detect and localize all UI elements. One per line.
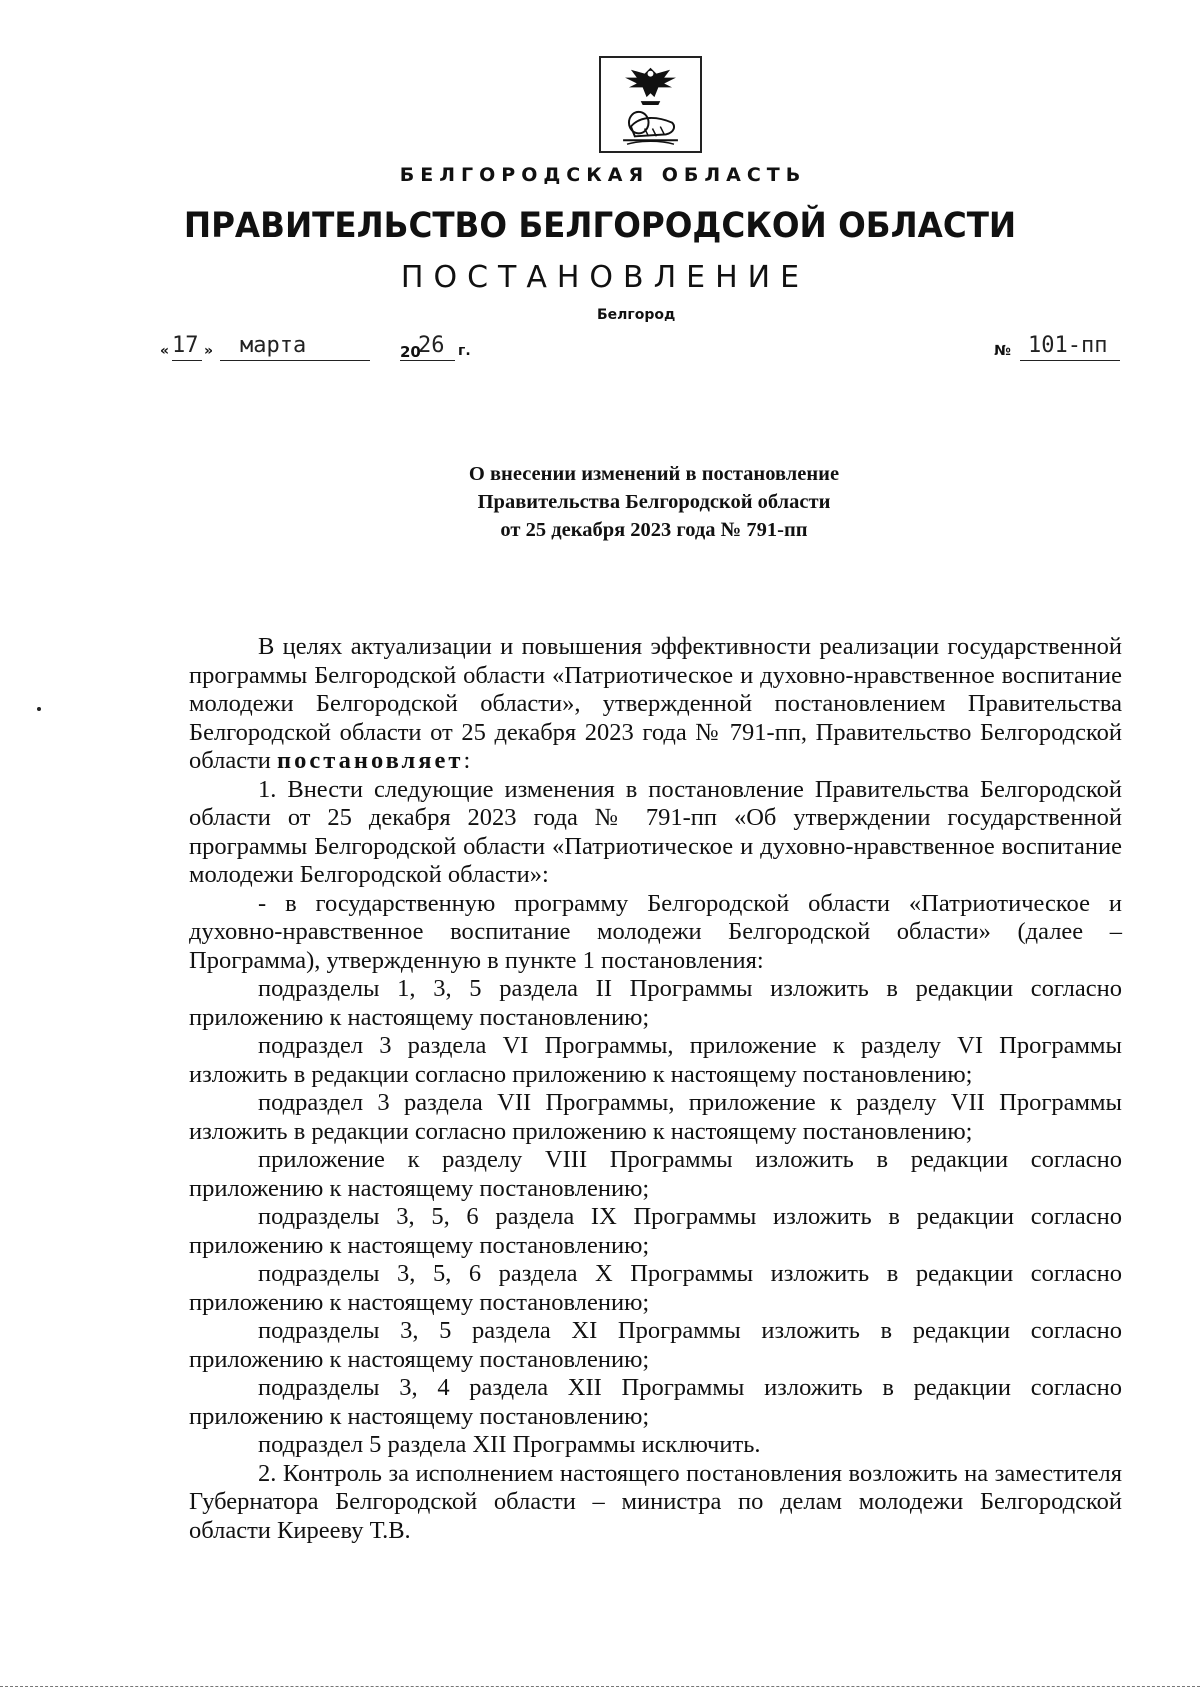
coat-of-arms-emblem: [599, 56, 702, 153]
subitem-paragraph: подразделы 3, 4 раздела XII Программы изложить в редакции согласно приложению к настоящему постановлению;: [189, 1374, 1122, 1430]
document-number: 101-пп: [1028, 333, 1108, 358]
item-2-paragraph: 2. Контроль за исполнением настоящего постановления возложить на заместителя Губернатора Белгородской области – министра по делам молодежи Белгородской области Кирееву Т.В.: [189, 1459, 1122, 1544]
date-month: марта: [240, 333, 307, 358]
number-label: №: [994, 343, 1011, 359]
scan-bottom-edge: [0, 1686, 1200, 1687]
government-heading: ПРАВИТЕЛЬСТВО БЕЛГОРОДСКОЙ ОБЛАСТИ: [183, 206, 1017, 246]
year-underline: [400, 360, 455, 361]
subitem-paragraph: подразделы 3, 5 раздела XI Программы изложить в редакции согласно приложению к настоящему постановлению;: [189, 1317, 1122, 1373]
region-heading: БЕЛГОРОДСКАЯ ОБЛАСТЬ: [399, 164, 807, 186]
number-underline: [1020, 360, 1120, 361]
subitem-paragraph: подразделы 3, 5, 6 раздела X Программы изложить в редакции согласно приложению к настоящему постановлению;: [189, 1260, 1122, 1316]
item-1-dash-paragraph: - в государственную программу Белгородской области «Патриотическое и духовно-нравственное воспитание молодежи Белгородской области» (далее – Программа), утвержденную в пункте 1 постановления:: [189, 889, 1122, 974]
document-body: [189, 633, 1122, 1545]
date-close-quote: »: [204, 343, 214, 359]
subitem-paragraph: подразделы 1, 3, 5 раздела II Программы изложить в редакции согласно приложению к настоящему постановлению;: [189, 975, 1122, 1031]
subject-line-3: от 25 декабря 2023 года № 791-пп: [500, 519, 808, 541]
item-1-paragraph: 1. Внести следующие изменения в постановление Правительства Белгородской области от 25 декабря 2023 года № 791-пп «Об утверждении государственной программы Белгородской области «Патриотическое и духовно-нравственное воспитание молодежи Белгородской области»:: [189, 775, 1122, 888]
document-subject: [0, 460, 1200, 544]
intro-colon: :: [463, 747, 471, 774]
document-type-heading: ПОСТАНОВЛЕНИЕ: [400, 260, 810, 295]
date-open-quote: «: [160, 343, 170, 359]
coat-of-arms-drawing: [601, 58, 700, 151]
day-underline: [172, 360, 202, 361]
year-prefix: 20: [400, 343, 421, 361]
month-underline: [220, 360, 370, 361]
date-day: 17: [172, 333, 199, 358]
intro-text: В целях актуализации и повышения эффективности реализации государственной программы Белгородской области «Патриотическое и духовно-нравственное воспитание молодежи Белгородской области», утвержденной постановлением Правительства Белгородской области от 25 декабря 2023 года № 791-пп, Правительство Белгородской области: [189, 633, 1122, 774]
subitem-paragraph: подраздел 3 раздела VII Программы, приложение к разделу VII Программы изложить в редакции согласно приложению к настоящему постановлению;: [189, 1089, 1122, 1145]
date-number-line: [160, 333, 1120, 363]
subitem-paragraph: подразделы 3, 5, 6 раздела IX Программы изложить в редакции согласно приложению к настоящему постановлению;: [189, 1203, 1122, 1259]
subitem-paragraph: приложение к разделу VIII Программы изложить в редакции согласно приложению к настоящему постановлению;: [189, 1146, 1122, 1202]
scan-speck: [37, 707, 41, 711]
subject-line-2: Правительства Белгородской области: [477, 491, 831, 513]
subject-line-1: О внесении изменений в постановление: [468, 463, 840, 485]
intro-emphasis: постановляет: [277, 747, 464, 774]
intro-paragraph: [189, 633, 1122, 776]
year-suffix: 26: [418, 333, 445, 358]
subitem-paragraph: подраздел 5 раздела XII Программы исключить.: [258, 1431, 761, 1458]
subitem-paragraph: подраздел 3 раздела VI Программы, приложение к разделу VI Программы изложить в редакции согласно приложению к настоящему постановлению;: [189, 1032, 1122, 1088]
year-mark: г.: [458, 343, 471, 359]
city-label: Белгород: [597, 307, 676, 323]
